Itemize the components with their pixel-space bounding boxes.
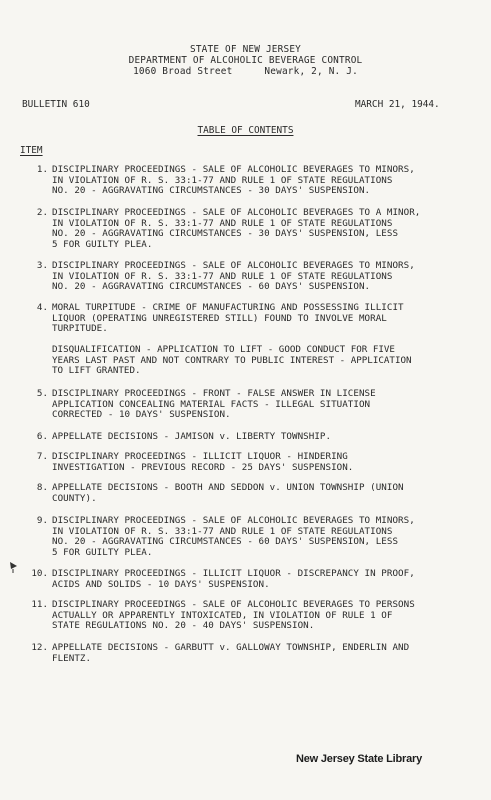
- header-address: [0, 66, 491, 77]
- item-number: 3.: [36, 260, 48, 271]
- item-number: 9.: [36, 515, 48, 526]
- item-number: 10.: [31, 568, 48, 579]
- header-city: Newark, 2, N. J.: [264, 66, 358, 77]
- item-text: DISCIPLINARY PROCEEDINGS - SALE OF ALCOHOLIC BEVERAGES TO MINORS, IN VIOLATION OF R. S. 33:1-77 AND RULE 1 OF STATE REGULATIONS NO. 20 - AGGRAVATING CIRCUMSTANCES - 30 DAYS' SUSPENSION.: [52, 164, 415, 197]
- bulletin-date: MARCH 21, 1944.: [355, 99, 440, 110]
- toc-title: [0, 125, 491, 136]
- item-number: 11.: [31, 599, 48, 610]
- item-text: DISCIPLINARY PROCEEDINGS - SALE OF ALCOHOLIC BEVERAGES TO MINORS, IN VIOLATION OF R. S. 33:1-77 AND RULE 1 OF STATE REGULATIONS NO. 20 - AGGRAVATING CIRCUMSTANCES - 60 DAYS' SUSPENSION.: [52, 260, 415, 293]
- item-number: 5.: [36, 388, 48, 399]
- item-number: 6.: [36, 431, 48, 442]
- item-subentry: DISQUALIFICATION - APPLICATION TO LIFT - GOOD CONDUCT FOR FIVE YEARS LAST PAST AND NOT CONTRARY TO PUBLIC INTEREST - APPLICATION TO LIFT GRANTED.: [52, 344, 412, 377]
- margin-pointer-icon: [9, 560, 19, 574]
- item-number: 1.: [36, 164, 48, 175]
- library-stamp: New Jersey State Library: [296, 753, 423, 765]
- item-text: MORAL TURPITUDE - CRIME OF MANUFACTURING AND POSSESSING ILLICIT LIQUOR (OPERATING UNREGISTERED STILL) FOUND TO INVOLVE MORAL TURPITUDE.: [52, 302, 404, 335]
- item-number: 7.: [36, 451, 48, 462]
- item-number: 4.: [36, 302, 48, 313]
- item-text: DISCIPLINARY PROCEEDINGS - ILLICIT LIQUOR - HINDERING INVESTIGATION - PREVIOUS RECORD - 25 DAYS' SUSPENSION.: [52, 451, 354, 473]
- item-text: DISCIPLINARY PROCEEDINGS - FRONT - FALSE ANSWER IN LICENSE APPLICATION CONCEALING MATERIAL FACTS - ILLEGAL SITUATION CORRECTED - 10 DAYS' SUSPENSION.: [52, 388, 376, 421]
- item-text: DISCIPLINARY PROCEEDINGS - SALE OF ALCOHOLIC BEVERAGES TO PERSONS ACTUALLY OR APPARENTLY INTOXICATED, IN VIOLATION OF RULE 1 OF STATE REGULATIONS NO. 20 - 40 DAYS' SUSPENSION.: [52, 599, 415, 632]
- item-number: 2.: [36, 207, 48, 218]
- item-text: DISCIPLINARY PROCEEDINGS - SALE OF ALCOHOLIC BEVERAGES TO MINORS, IN VIOLATION OF R. S. 33:1-77 AND RULE 1 OF STATE REGULATIONS NO. 20 - AGGRAVATING CIRCUMSTANCES - 60 DAYS' SUSPENSION, LESS 5 FOR GUILTY PLEA.: [52, 515, 415, 558]
- header-state: STATE OF NEW JERSEY: [189, 44, 302, 55]
- item-text: APPELLATE DECISIONS - BOOTH AND SEDDON v. UNION TOWNSHIP (UNION COUNTY).: [52, 482, 404, 504]
- item-number: 8.: [36, 482, 48, 493]
- toc-title-text: TABLE OF CONTENTS: [197, 125, 294, 136]
- bulletin-number: BULLETIN 610: [22, 99, 90, 110]
- item-text: DISCIPLINARY PROCEEDINGS - ILLICIT LIQUOR - DISCREPANCY IN PROOF, ACIDS AND SOLIDS - 10 DAYS' SUSPENSION.: [52, 568, 415, 590]
- header-street: 1060 Broad Street: [133, 66, 233, 77]
- item-column-label: ITEM: [20, 145, 43, 156]
- item-text: APPELLATE DECISIONS - JAMISON v. LIBERTY TOWNSHIP.: [52, 431, 332, 442]
- header-department: DEPARTMENT OF ALCOHOLIC BEVERAGE CONTROL: [128, 55, 363, 66]
- item-number: 12.: [31, 642, 48, 653]
- item-text: APPELLATE DECISIONS - GARBUTT v. GALLOWAY TOWNSHIP, ENDERLIN AND FLENTZ.: [52, 642, 410, 664]
- item-text: DISCIPLINARY PROCEEDINGS - SALE OF ALCOHOLIC BEVERAGES TO A MINOR, IN VIOLATION OF R. S. 33:1-77 AND RULE 1 OF STATE REGULATIONS NO. 20 - AGGRAVATING CIRCUMSTANCES - 30 DAYS' SUSPENSION, LESS 5 FOR GUILTY PLEA.: [52, 207, 421, 250]
